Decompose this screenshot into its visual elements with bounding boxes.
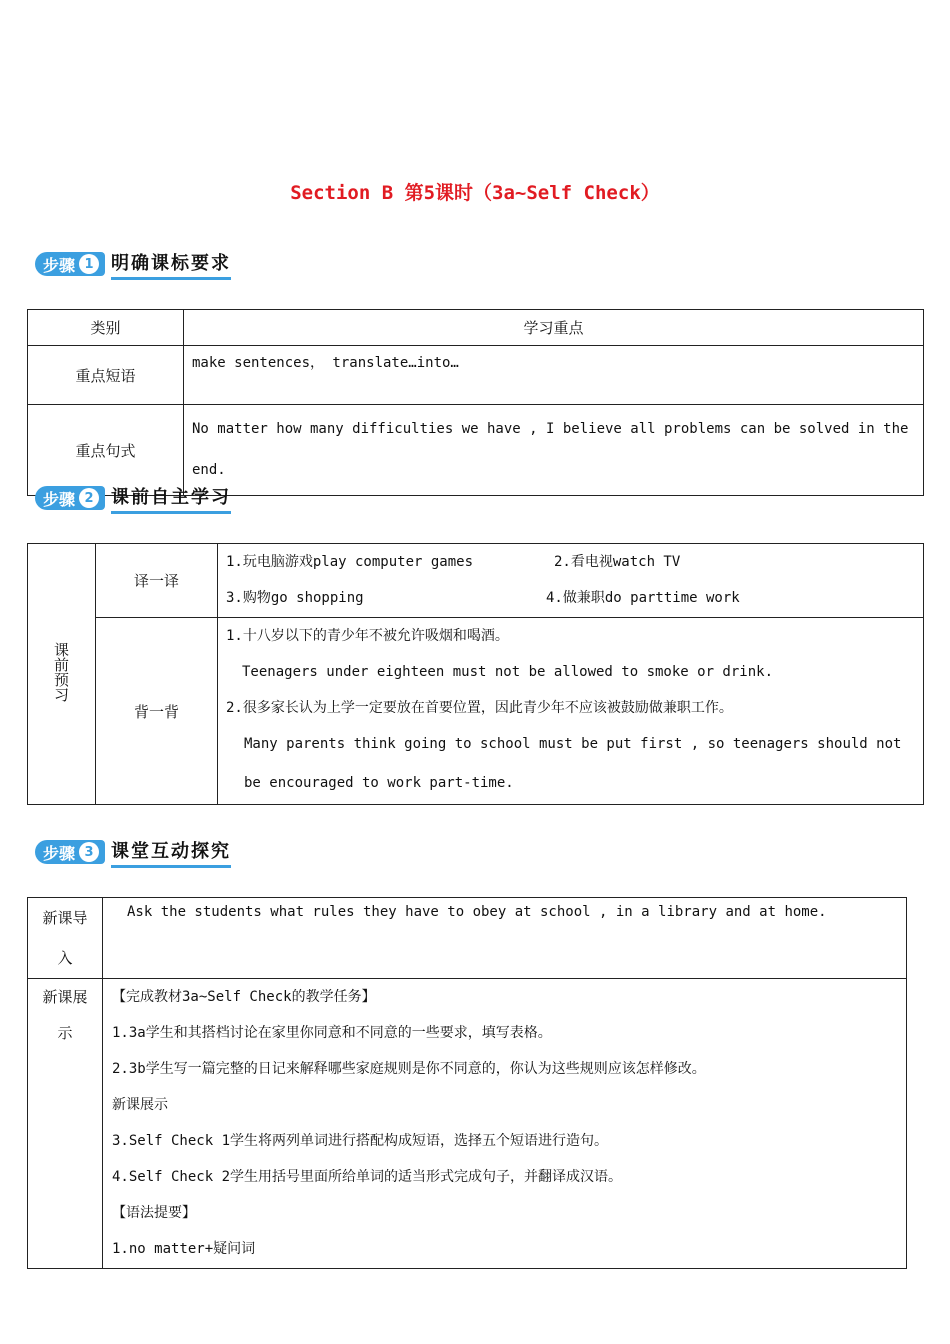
show-line: 1.no matter+疑问词 [112, 1241, 256, 1257]
step-label: 课堂互动探究 [111, 837, 231, 868]
translate-label: 译一译 [96, 544, 218, 618]
header-focus: 学习重点 [184, 310, 924, 346]
page-title: Section B 第5课时（3a~Self Check） [290, 182, 660, 204]
intro-label [28, 898, 103, 979]
side-label-text: 课前预习 [52, 642, 70, 702]
show-line: 3.Self Check 1学生将两列单词进行搭配构成短语，选择五个短语进行造句。 [112, 1133, 609, 1149]
row-label-phrases: 重点短语 [28, 346, 184, 405]
step-badge: 步骤 1 [35, 252, 105, 276]
translate-item: 3.购物go shopping [226, 590, 364, 606]
recite-line: 1.十八岁以下的青少年不被允许吸烟和喝酒。 [226, 628, 509, 644]
translate-item: 4.做兼职do parttime work [546, 590, 740, 606]
translate-item: 1.玩电脑游戏play computer games [226, 554, 474, 570]
step-badge: 步骤 2 [35, 486, 105, 510]
recite-lines [218, 618, 924, 805]
show-line: 1.3a学生和其搭档讨论在家里你同意和不同意的一些要求，填写表格。 [112, 1025, 552, 1041]
recite-line: 2.很多家长认为上学一定要放在首要位置，因此青少年不应该被鼓励做兼职工作。 [226, 700, 733, 716]
recite-line: Many parents think going to school must be put first , so teenagers should not [244, 736, 902, 752]
step-1-header [35, 250, 231, 278]
key-sentence-line: No matter how many difficulties we have , I believe all problems can be solved in the [192, 421, 909, 437]
objectives-table [27, 309, 924, 496]
show-label-line: 新课展 [42, 988, 88, 1006]
step-number: 2 [79, 488, 99, 508]
recite-line: be encouraged to work part-time. [244, 775, 514, 791]
recite-label: 背一背 [96, 618, 218, 805]
header-category: 类别 [28, 310, 184, 346]
intro-text: Ask the students what rules they have to obey at school , in a library and at home. [103, 898, 907, 979]
show-label [28, 979, 103, 1269]
show-line: 【完成教材3a~Self Check的教学任务】 [112, 989, 376, 1005]
show-line: 【语法提要】 [112, 1205, 196, 1221]
intro-label-line: 新课导 [42, 909, 88, 927]
show-line: 2.3b学生写一篇完整的日记来解释哪些家庭规则是你不同意的，你认为这些规则应该怎样修改。 [112, 1061, 706, 1077]
translate-items [218, 544, 924, 618]
show-line: 新课展示 [112, 1097, 168, 1113]
preview-table [27, 543, 924, 805]
step-label: 课前自主学习 [111, 483, 231, 514]
side-label [28, 544, 96, 805]
recite-line: Teenagers under eighteen must not be allowed to smoke or drink. [242, 664, 774, 680]
key-phrases: make sentences， translate…into… [184, 346, 924, 405]
step-number: 3 [79, 842, 99, 862]
step-2-header [35, 484, 231, 512]
show-label-line: 示 [57, 1024, 73, 1042]
show-line: 4.Self Check 2学生用括号里面所给单词的适当形式完成句子，并翻译成汉语。 [112, 1169, 623, 1185]
show-lines [103, 979, 907, 1269]
key-sentence [184, 405, 924, 496]
step-number: 1 [79, 254, 99, 274]
translate-item: 2.看电视watch TV [554, 554, 681, 570]
intro-label-line: 入 [57, 949, 73, 967]
key-sentence-line: end. [192, 462, 226, 478]
step-badge: 步骤 3 [35, 840, 105, 864]
step-label: 明确课标要求 [111, 249, 231, 280]
step-3-header [35, 838, 231, 866]
row-label-sentences: 重点句式 [28, 405, 184, 496]
classroom-table [27, 897, 907, 1269]
